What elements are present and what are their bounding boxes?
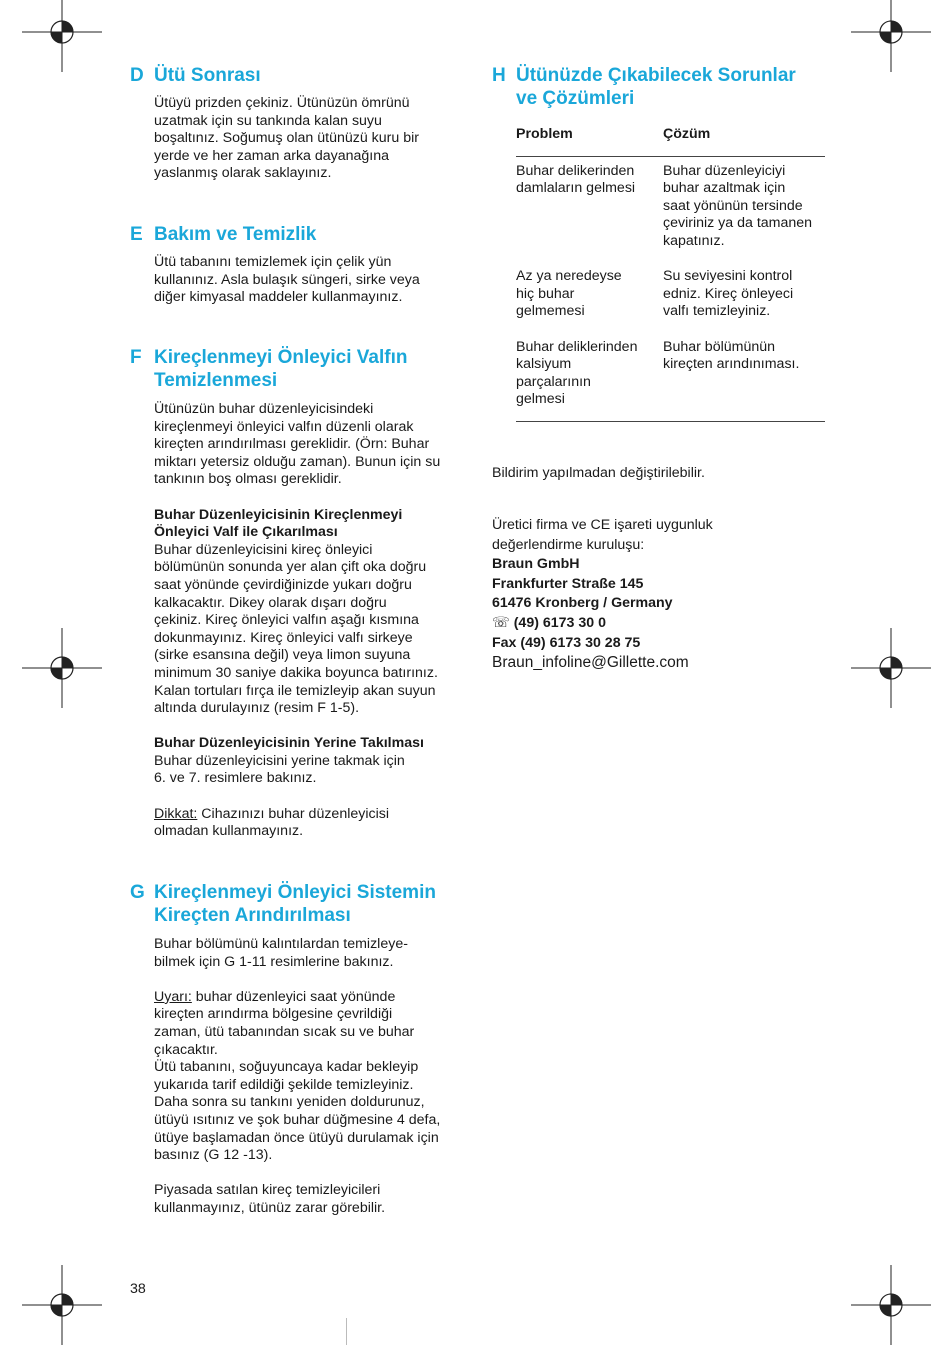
cell-line: valfı temizleyiniz. — [663, 303, 771, 320]
section-title — [154, 881, 436, 927]
text-line: minimum 30 saniye dakika boyunca batırınız. — [154, 664, 438, 681]
section-h — [492, 64, 832, 110]
section-letter: G — [130, 882, 145, 903]
section-title — [516, 64, 796, 110]
registration-mark-icon — [22, 1265, 102, 1345]
text-line: boşaltınız. Soğumuş olan ütünüzü kuru bir — [154, 130, 419, 147]
problem-cell — [516, 339, 663, 409]
manufacturer-block — [492, 516, 832, 673]
cell-line: saat yönünün tersinde — [663, 197, 803, 214]
text-line: Ütü tabanını temizlemek için çelik yün — [154, 254, 392, 270]
column-header-solution: Çözüm — [663, 126, 711, 142]
text-line: altında durulayınız (resim F 1-5). — [154, 700, 360, 717]
cell-line: kalsiyum — [516, 356, 572, 373]
text-line: çekiniz. Kireç önleyici valfın aşağı kısmına — [154, 612, 419, 629]
cell-line: gelmesi — [516, 391, 565, 408]
solution-cell — [663, 268, 825, 321]
text-line: uzatmak için su tankında kalan suyu — [154, 112, 382, 129]
section-d-heading — [130, 64, 470, 87]
section-title: Bakım ve Temizlik — [154, 224, 317, 245]
cell-line: gelmemesi — [516, 303, 585, 320]
caution-line — [154, 806, 470, 824]
text-line: bölümünün sonunda yer alan çift oka doğru — [154, 559, 427, 576]
section-letter: E — [130, 224, 143, 245]
text-line: ütüyü ısıtınız ve şok buhar düğmesine 4 defa, — [154, 1111, 441, 1128]
city-address: 61476 Kronberg / Germany — [492, 595, 673, 612]
text-line: dokunmayınız. Kireç önleyici valfı sirkeye — [154, 629, 413, 646]
cell-line: hiç buhar — [516, 285, 575, 302]
company-name: Braun GmbH — [492, 556, 580, 573]
section-g-heading — [130, 881, 470, 927]
text-line: kireçlenmeyi önleyici valfın düzenli olarak — [154, 418, 414, 435]
text-line: yukarıda tarif edildiği şekilde temizleyiniz. — [154, 1076, 414, 1093]
text-line: Buhar bölümünü kalıntılardan temizleye- — [154, 936, 408, 952]
text-line: Ütünüzün buhar düzenleyicisindeki — [154, 401, 374, 417]
street-address: Frankfurter Straße 145 — [492, 575, 644, 592]
text-line: bilmek için G 1-11 resimlerine bakınız. — [154, 953, 394, 970]
registration-mark-icon — [851, 0, 931, 72]
registration-mark-icon — [851, 1265, 931, 1345]
section-f-body — [154, 401, 470, 841]
table-row — [516, 157, 825, 251]
section-f — [130, 346, 470, 841]
section-g-body — [154, 936, 470, 1218]
section-title: Ütü Sonrası — [154, 65, 261, 86]
text-line: kireçten arındırma bölgesine çevrildiği — [154, 1006, 393, 1023]
phone-line — [492, 614, 832, 634]
manufacturer-intro: Üretici firma ve CE işareti uygunluk — [492, 517, 713, 533]
cell-line: Buhar delikerinden — [516, 162, 635, 179]
section-title-line: Kireçten Arındırılması — [154, 905, 351, 926]
section-e-body — [154, 254, 470, 307]
solution-cell — [663, 163, 825, 251]
text-line: Buhar düzenleyicisini yerine takmak için — [154, 752, 405, 769]
problem-cell — [516, 163, 663, 251]
text-line: yerde ve her zaman arka dayanağına — [154, 147, 390, 164]
section-letter: H — [492, 65, 506, 86]
cell-line: damlaların gelmesi — [516, 180, 636, 197]
column-header-problem: Problem — [516, 126, 573, 142]
table-row — [516, 321, 825, 409]
text-line: Buhar düzenleyicisini kireç önleyici — [154, 541, 373, 558]
cell-line: kapatınız. — [663, 232, 725, 249]
telephone-icon: ☏ — [492, 614, 510, 631]
section-e-heading — [130, 223, 470, 246]
section-f-heading — [130, 346, 470, 392]
text-line: Piyasada satılan kireç temizleyicileri — [154, 1182, 381, 1199]
cell-line: Buhar düzenleyiciyi — [663, 162, 786, 179]
warning-label: Uyarı: — [154, 988, 192, 1005]
text-line: (sirke esansına değil) veya limon suyuna — [154, 647, 411, 664]
text-line: diğer kimyasal maddeler kullanmayınız. — [154, 289, 403, 306]
section-title-line: ve Çözümleri — [516, 88, 635, 109]
text-line: kalkacaktır. Dikey olarak dışarı doğru — [154, 594, 387, 611]
text-line: kireçten arındırılması gereklidir. (Örn: Buhar — [154, 436, 430, 453]
registration-mark-icon — [22, 0, 102, 72]
section-h-heading — [492, 64, 832, 110]
table-header — [516, 126, 825, 157]
text-line: çıkacaktır. — [154, 1041, 218, 1058]
troubleshooting-table — [516, 126, 825, 422]
caution-text: Cihazınızı buhar düzenleyicisi — [197, 805, 389, 822]
section-title-line: Kireçlenmeyi Önleyici Valfın — [154, 347, 408, 368]
cell-line: buhar azaltmak için — [663, 180, 786, 197]
text-line: zaman, ütü tabanından sıcak su ve buhar — [154, 1023, 415, 1040]
crop-line — [346, 1318, 347, 1345]
warning-line — [154, 989, 470, 1007]
problem-cell — [516, 268, 663, 321]
fax-line — [492, 634, 832, 654]
section-title — [154, 346, 407, 392]
section-title-line: Temizlenmesi — [154, 370, 278, 391]
cell-line: Buhar bölümünün — [663, 338, 776, 355]
text-line: ütüye başlamadan önce ütüyü durulamak için — [154, 1129, 439, 1146]
text-line: basınız (G 12 -13). — [154, 1147, 273, 1164]
section-e — [130, 223, 470, 307]
manufacturer-intro: değerlendirme kuruluşu: — [492, 536, 645, 553]
section-g — [130, 881, 470, 1218]
text-line: tankının boş olması gereklidir. — [154, 471, 342, 488]
caution-label: Dikkat: — [154, 805, 198, 822]
text-line: kullanmayınız, ütünüz zarar görebilir. — [154, 1199, 386, 1216]
section-letter: F — [130, 347, 142, 368]
text-line: kullanınız. Asla bulaşık süngeri, sirke veya — [154, 271, 420, 288]
text-line: Kalan tortuları fırça ile temizleyip akan suyun — [154, 682, 436, 699]
text-line: Ütü tabanını, soğuyuncaya kadar bekleyip — [154, 1059, 419, 1076]
phone-number: (49) 6173 30 0 — [513, 614, 606, 631]
table-bottom-rule — [516, 421, 825, 422]
solution-cell — [663, 339, 825, 409]
text-line: miktarı yetersiz olduğu zaman). Bunun için su — [154, 453, 441, 470]
warning-text: buhar düzenleyici saat yönünde — [191, 988, 396, 1005]
subheading: Önleyici Valf ile Çıkarılması — [154, 524, 338, 541]
registration-mark-icon — [22, 628, 102, 708]
subheading: Buhar Düzenleyicisinin Yerine Takılması — [154, 735, 424, 752]
cell-line: Su seviyesini kontrol — [663, 268, 793, 285]
text-line: 6. ve 7. resimlere bakınız. — [154, 770, 317, 787]
cell-line: parçalarının — [516, 373, 591, 390]
notice-text: Bildirim yapılmadan değiştirilebilir. — [492, 465, 705, 481]
subheading: Buhar Düzenleyicisinin Kireçlenmeyi — [154, 506, 403, 523]
email-link[interactable]: Braun_infoline@Gillette.com — [492, 654, 689, 672]
fax-label: Fax — [492, 634, 517, 651]
text-line: Daha sonra su tankını yeniden doldurunuz, — [154, 1094, 425, 1111]
text-line: Ütüyü prizden çekiniz. Ütünüzün ömrünü — [154, 95, 410, 111]
registration-mark-icon — [851, 628, 931, 708]
cell-line: çeviriniz ya da tamanen — [663, 215, 813, 232]
cell-line: Az ya neredeyse — [516, 268, 622, 285]
table-row — [516, 251, 825, 321]
page-number: 38 — [130, 1281, 146, 1297]
section-d-body — [154, 95, 470, 183]
fax-number: (49) 6173 30 28 75 — [520, 634, 641, 651]
text-line: yaslanmış olarak saklayınız. — [154, 165, 332, 182]
section-d — [130, 64, 470, 183]
section-letter: D — [130, 65, 144, 86]
cell-line: Buhar deliklerinden — [516, 338, 638, 355]
text-line: olmadan kullanmayınız. — [154, 823, 304, 840]
text-line: saat yönünde çevirdiğinizde yukarı doğru — [154, 576, 412, 593]
cell-line: kireçten arındınıması. — [663, 356, 800, 373]
section-title-line: Kireçlenmeyi Önleyici Sistemin — [154, 882, 436, 903]
cell-line: edniz. Kireç önleyeci — [663, 285, 794, 302]
section-title-line: Ütünüzde Çıkabilecek Sorunlar — [516, 65, 796, 86]
